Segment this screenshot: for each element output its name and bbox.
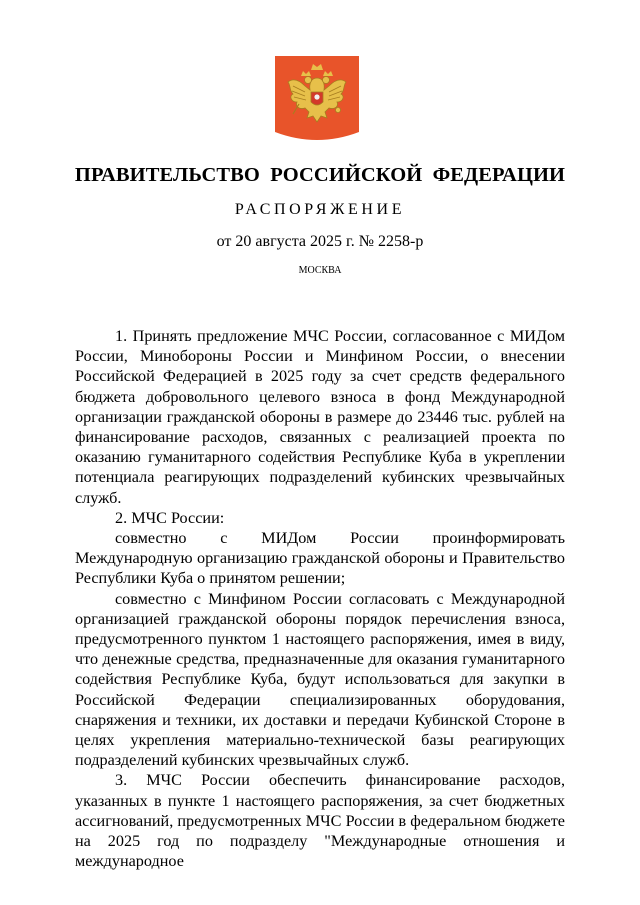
paragraph-4: совместно с Минфином России согласовать с Международной организацией гражданской обороны порядок перечисления взноса, предусмотренного пунктом 1 настоящего распоряжения, имея в виду, что денежные средства, предназначенные для оказания гуманитарного содействия Республике Куба, будут использоваться для закупки в Российской Федерации специализированных оборудования, снаряжения и техники, их доставки и передачи Кубинской Стороне в целях укрепления материально-технической базы реагирующих подразделений кубинских чрезвычайных служб. [75,589,565,770]
russian-coat-of-arms-icon [275,56,359,143]
document-city: МОСКВА [298,265,342,276]
paragraph-1: 1. Принять предложение МЧС России, согласованное с МИДом России, Минобороны России и Минфином России, о внесении Российской Федерацией в 2025 году за счет средств федерального бюджета добровольного целевого взноса в фонд Международной организации гражданской обороны в размере до 23446 тыс. рублей на финансирование расходов, связанных с реализацией проекта по оказанию гуманитарного содействия Республике Куба в укреплении потенциала реагирующих подразделений кубинских чрезвычайных служб. [75,327,565,507]
document-body [75,326,565,871]
government-title: ПРАВИТЕЛЬСТВО РОССИЙСКОЙ ФЕДЕРАЦИИ [74,164,566,186]
document-date-number: от 20 августа 2025 г. № 2258-р [216,233,424,250]
paragraph-3: совместно с МИДом России проинформировать Международную организацию гражданской обороны и Правительство Республики Куба о принятом решении; [75,529,565,588]
paragraph-2: 2. МЧС России: [115,508,225,527]
document-type: РАСПОРЯЖЕНИЕ [234,201,406,218]
paragraph-5: 3. МЧС России обеспечить финансирование расходов, указанных в пункте 1 настоящего распоряжения, за счет бюджетных ассигнований, предусмотренных МЧС России в федеральном бюджете на 2025 год по подразделу "Международные отношения и международное [75,771,565,871]
